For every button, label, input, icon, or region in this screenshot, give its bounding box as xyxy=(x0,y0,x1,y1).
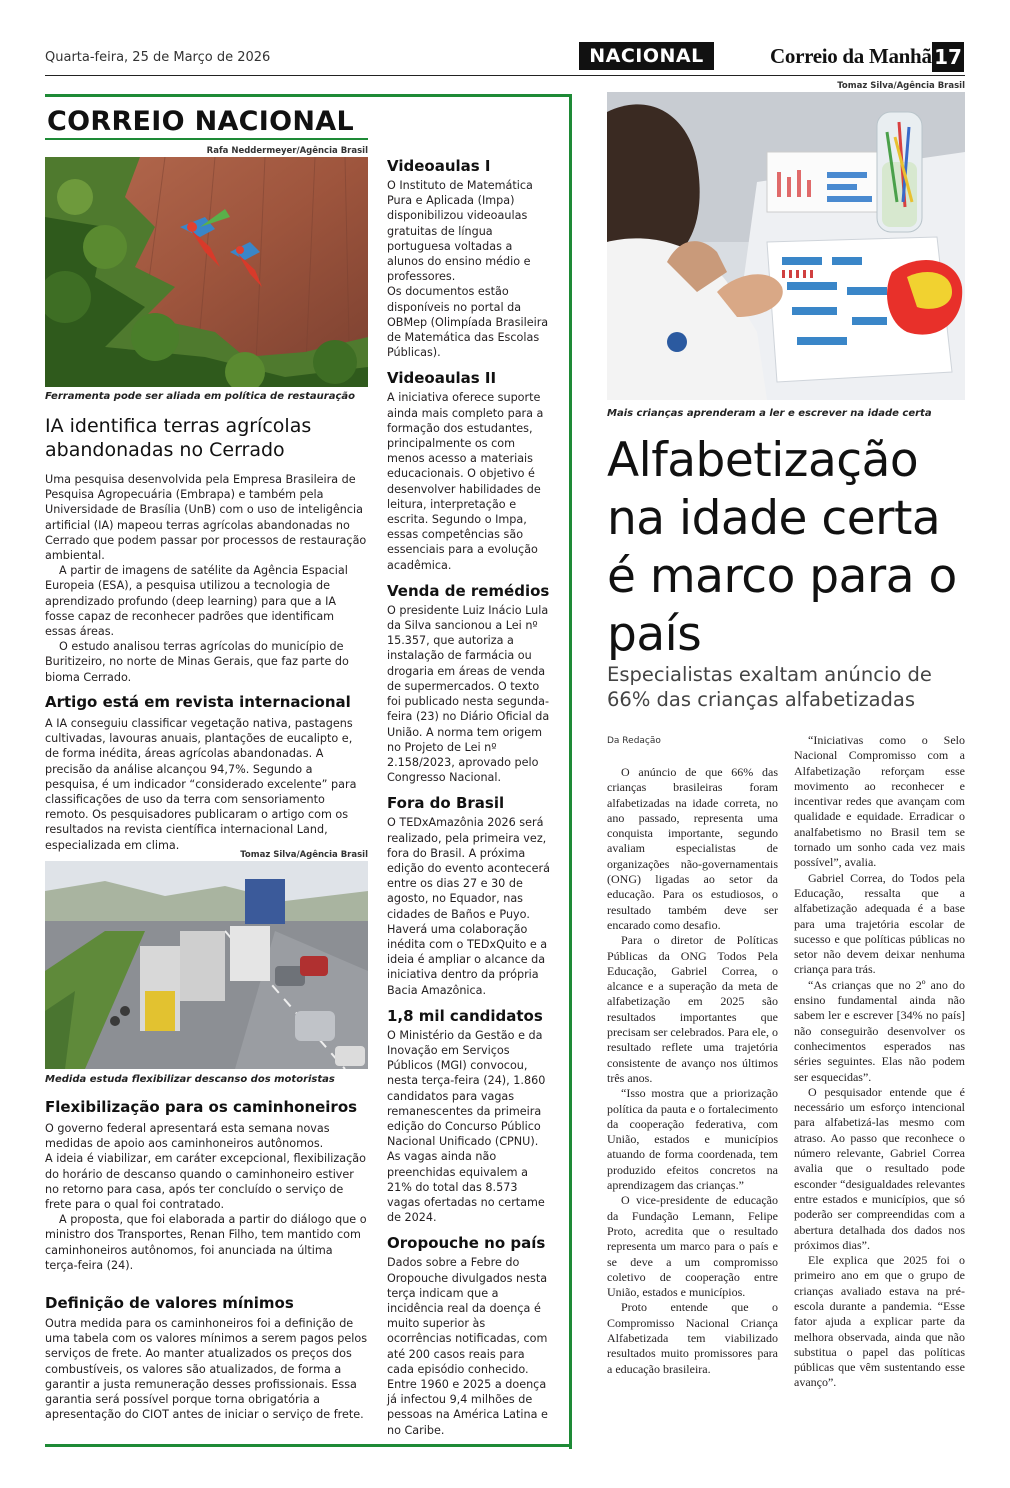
byline: Da Redação xyxy=(607,736,661,746)
note-title: Venda de remédios xyxy=(387,581,550,600)
article-body xyxy=(45,1121,368,1273)
photo-credit: Rafa Neddermeyer/Agência Brasil xyxy=(206,146,368,156)
main-headline: Alfabetização na idade certa é marco para o país xyxy=(607,433,957,662)
note-title: Oropouche no país xyxy=(387,1234,546,1253)
article-headline xyxy=(45,414,368,462)
photo-credit: Tomaz Silva/Agência Brasil xyxy=(240,850,368,860)
notes-column xyxy=(387,157,552,1438)
article-body xyxy=(45,472,368,685)
paragraph: A IA conseguiu classificar vegetação nativa, pastagens cultivadas, lavouras anuais, plantações de eucalipto e, de forma inédita, áreas agrícolas abandonadas. A precisão da análise alcançou 94,7%. Segundo a pesquisa, é um indicador “considerado excelente” para classificações de uso da terra com sensoriamento remoto. Os pesquisadores publicaram o artigo com os resultados na revista científica internacional Land, especializada em clima. xyxy=(45,717,357,852)
paragraph: “Iniciativas como o Selo Nacional Compromisso com a Alfabetização reforçam esse movimento ao reconhecer e incentivar redes que avançam com qualidade e equidade. Erradicar o analfabetismo no Brasil tem se tornado um sonho cada vez mais possível”, avalia. xyxy=(794,733,965,870)
paragraph: O estudo analisou terras agrícolas do município de Buritizeiro, no norte de Minas Gerais, que faz parte do bioma Cerrado. xyxy=(45,640,349,684)
edition-date: Quarta-feira, 25 de Março de 2026 xyxy=(45,50,271,65)
header-rule xyxy=(45,75,965,76)
note-text: Entre 1960 e 2025 a doença já infectou 9,4 milhões de pessoas na América Latina e no Caribe. xyxy=(387,1378,548,1437)
photo-credit: Tomaz Silva/Agência Brasil xyxy=(837,81,965,91)
article-subtitle: Flexibilização para os caminhoneiros xyxy=(45,1098,358,1116)
paragraph: O governo federal apresentará esta semana novas medidas de apoio aos caminhoneiros autônomos. xyxy=(45,1122,330,1151)
paragraph: Para o diretor de Políticas Públicas da ONG Todos Pela Educação, Gabriel Correa, o alcance e a superação da meta de alfabetização em 2025 são resultados importantes que precisam ser celebrados. Para ele, o resultado reflete uma trajetória consistente de avanço nos últimos três anos. xyxy=(607,933,778,1085)
main-subheadline: Especialistas exaltam anúncio de 66% das crianças alfabetizadas xyxy=(607,663,932,711)
box-title: CORREIO NACIONAL xyxy=(47,106,354,137)
article-body xyxy=(45,716,368,853)
note-text: O presidente Luiz Inácio Lula da Silva sancionou a Lei nº 15.357, que autoriza a instalação de farmácia ou drogaria em áreas de venda de supermercados. O texto foi publicado nesta segunda-feira (23) no Diário Oficial da União. A norma tem origem no Projeto de Lei nº 2.158/2023, aprovado pelo Congresso Nacional. xyxy=(387,603,550,785)
story-column-1 xyxy=(607,765,778,1377)
paragraph: A proposta, que foi elaborada a partir do diálogo que o ministro dos Transportes, Renan Filho, tem mantido com caminhoneiros autônomos, foi anunciada na última terça-feira (24). xyxy=(45,1213,367,1272)
paragraph: A ideia é viabilizar, em caráter excepcional, flexibilização do horário de descanso quando o caminhoneiro estiver no retorno para casa, após ter concluído o serviço de frete para o qual foi contratado. xyxy=(45,1152,366,1212)
box-title-rule xyxy=(45,138,368,140)
story-column-2 xyxy=(794,733,965,1391)
photo-caption: Medida estuda flexibilizar descanso dos motoristas xyxy=(45,1074,335,1085)
note-text: Dados sobre a Febre do Oropouche divulgados nesta terça indicam que a incidência real da doença é muito superior às ocorrências notificadas, com até 200 casos reais para cada episódio conhecido. xyxy=(387,1256,548,1376)
paragraph: Proto entende que o Compromisso Nacional Criança Alfabetizada tem viabilizado resultados muito promissores para a educação brasileira. xyxy=(607,1300,778,1376)
paragraph: Gabriel Correa, do Todos pela Educação, ressalta que a alfabetização adequada é a base para uma trajetória escolar de sucesso e que políticas públicas no setor não devem deixar nenhuma criança para trás. xyxy=(794,870,965,977)
article-subtitle: Definição de valores mínimos xyxy=(45,1294,294,1312)
headline-line-2: abandonadas no Cerrado xyxy=(45,439,285,461)
newspaper-logo: Correio da Manhã xyxy=(770,44,932,68)
note-text: O Ministério da Gestão e da Inovação em Serviços Públicos (MGI) convocou, nesta terça-feira (24), 1.860 candidatos para vagas remanescentes da primeira edição do Concurso Público Nacional Unificado (CPNU). As vagas ainda não preenchidas equivalem a 21% do total das 8.573 vagas ofertadas no certame de 2024. xyxy=(387,1028,546,1225)
section-tag: NACIONAL xyxy=(579,42,714,70)
headline-line-1: IA identifica terras agrícolas xyxy=(45,415,312,437)
note-text: Haverá uma colaboração inédita com o TEDxQuito e a ideia é ampliar o alcance da iniciativa dentro da própria Bacia Amazônica. xyxy=(387,922,548,997)
article-subtitle: Artigo está em revista internacional xyxy=(45,693,351,711)
photo-highway-trucks xyxy=(45,861,368,1069)
paragraph: O pesquisador entende que é necessário um esforço intencional para alfabetizá-las mesmo com atraso. Ao passo que reconhece o número relevante, Gabriel Correa avalia que o resultado pode esconder “desigualdades relevantes entre estados e municípios, que só poderão ser compreendidas com a abertura detalhada dos dados nos próximos dias”. xyxy=(794,1084,965,1252)
note-title: Videoaulas I xyxy=(387,157,491,175)
box-right-border xyxy=(569,94,572,1449)
paragraph: A partir de imagens de satélite da Agência Espacial Europeia (ESA), a pesquisa utilizou a tecnologia de aprendizado profundo (deep learning) para que a IA fosse capaz de reconhecer padrões que identificam essas áreas. xyxy=(45,564,348,639)
photo-children-studying xyxy=(607,92,965,400)
article-body xyxy=(45,1316,368,1422)
note-title: Fora do Brasil xyxy=(387,794,505,813)
paragraph: Outra medida para os caminhoneiros foi a definição de uma tabela com os valores mínimos a serem pagos pelos serviços de frete. Ao manter atualizados os preços dos combustíveis, os valores são atualizados, de forma a garantir a justa remuneração desses profissionais. Essa garantia será possível porque torna obrigatória a apresentação do CIOT antes de iniciar o serviço de frete. xyxy=(45,1317,368,1422)
photo-caption: Mais crianças aprenderam a ler e escrever na idade certa xyxy=(607,408,932,419)
box-top-border xyxy=(45,94,572,97)
note-text: Os documentos estão disponíveis no portal da OBMep (Olimpíada Brasileira de Matemática das Escolas Públicas). xyxy=(387,285,549,360)
note-text: A iniciativa oferece suporte ainda mais completo para a formação dos estudantes, principalmente os com menos acesso a materiais educacionais. O objetivo é desenvolver habilidades de leitura, interpretação e escrita. Segundo o Impa, essas competências são essenciais para a evolução acadêmica. xyxy=(387,391,544,572)
page-number: 17 xyxy=(932,42,964,72)
note-text: O TEDxAmazônia 2026 será realizado, pela primeira vez, fora do Brasil. A próxima edição do evento acontecerá entre os dias 27 e 30 de agosto, no Equador, nas cidades de Baños e Puyo. xyxy=(387,816,550,921)
note-text: O Instituto de Matemática Pura e Aplicada (Impa) disponibilizou videoaulas gratuitas de língua portuguesa voltadas a alunos do ensino médio e professores. xyxy=(387,179,533,284)
photo-macaws-cliff xyxy=(45,157,368,387)
paragraph: Uma pesquisa desenvolvida pela Empresa Brasileira de Pesquisa Agropecuária (Embrapa) e também pela Universidade de Brasília (UnB) com o uso de inteligência artificial (IA) mapeou terras agrícolas abandonadas no Cerrado que podem passar por processos de restauração ambiental. xyxy=(45,473,367,563)
note-title: Videoaulas II xyxy=(387,369,497,388)
paragraph: O vice-presidente de educação da Fundação Lemann, Felipe Proto, acredita que o resultado representa um marco para o país e se deve a um compromisso coletivo de cooperação entre União, estados e municípios. xyxy=(607,1193,778,1300)
paragraph: Ele explica que 2025 foi o primeiro ano em que o grupo de crianças avaliado estava na pré-escola durante a pandemia. “Esse fator ajuda a explicar parte da melhora observada, ainda que não substitua o papel das políticas públicas que vêm sustentando esse avanço”. xyxy=(794,1253,965,1390)
paragraph: O anúncio de que 66% das crianças brasileiras foram alfabetizadas na idade correta, no ano passado, representa uma conquista importante, segundo avaliam especialistas de organizações não-governamentais (ONG) ligadas ao setor da educação. Para os estudiosos, o resultado também deve ser encarado como desafio. xyxy=(607,765,778,932)
paragraph: “As crianças que no 2º ano do ensino fundamental ainda não sabem ler e escrever [34% no país] não conseguirão desenvolver os conhecimentos esperados nas séries seguintes. Elas não podem ser esquecidas”. xyxy=(794,977,965,1084)
photo-caption: Ferramenta pode ser aliada em política de restauração xyxy=(45,391,356,402)
note-title: 1,8 mil candidatos xyxy=(387,1006,543,1025)
paragraph: “Isso mostra que a priorização política da pauta e o fortalecimento da cooperação federativa, com União, estados e municípios atuando de forma coordenada, tem produzido efeitos concretos na aprendizagem das crianças.” xyxy=(607,1086,778,1193)
box-bottom-border xyxy=(45,1444,572,1447)
